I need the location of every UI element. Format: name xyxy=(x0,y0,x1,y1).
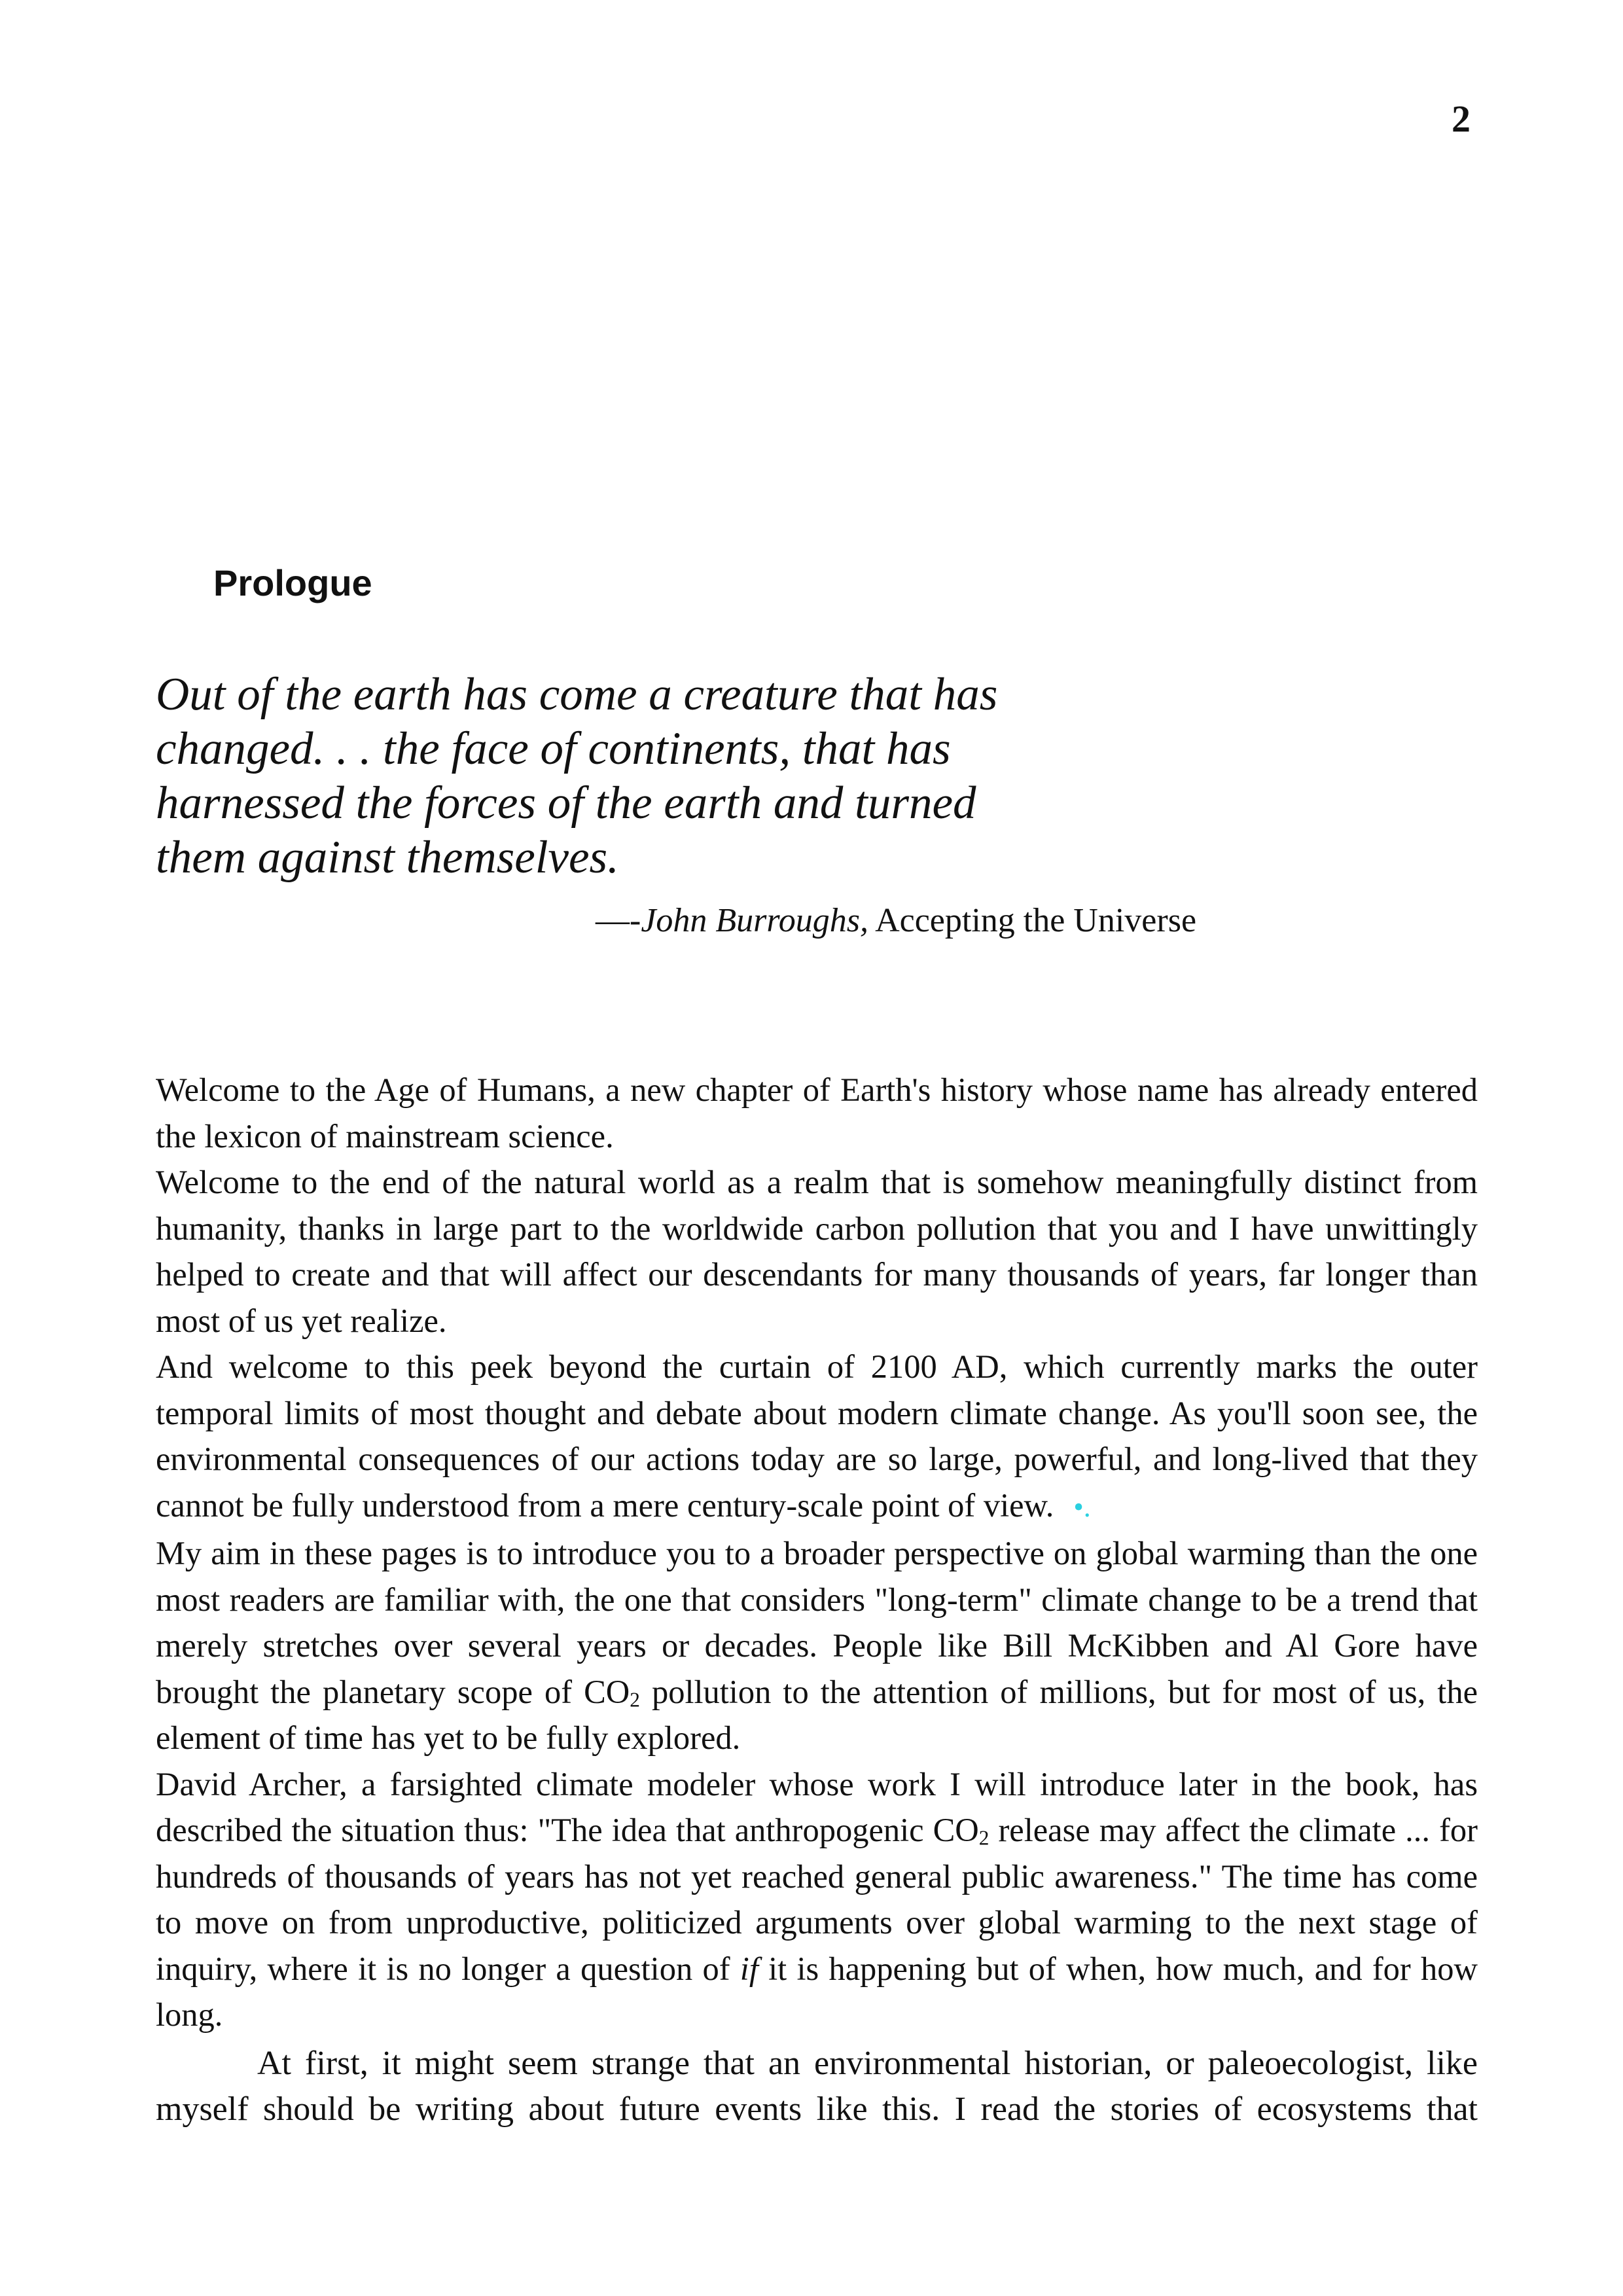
paragraph xyxy=(156,1344,1478,1530)
body-text xyxy=(156,1067,1478,2133)
paragraph-text: release may affect the climate ... for hundreds of thousands of years has not yet reached general public awareness." The time has come to move on from unproductive, politicized arguments over global warming to the next stage of inquiry, where it is no longer a question of xyxy=(156,1812,1478,1987)
stray-mark: •. xyxy=(1073,1490,1091,1523)
paragraph: At first, it might seem strange that an environmental historian, or paleoecologist, like myself should be writing about future events like this. I read the stories of ecosystems that xyxy=(156,2044,1478,2128)
paragraph-text: David Archer, a farsighted climate modeler whose work I will introduce later in the book, has described the situation thus: "The idea that anthropogenic CO xyxy=(156,1765,1478,1848)
paragraph-text: it is happening but of when, how much, and for how long. xyxy=(156,1950,1478,2033)
epigraph-line: them against themselves. xyxy=(156,832,619,883)
italic-word: if xyxy=(740,1950,758,1987)
subscript: 2 xyxy=(630,1688,640,1712)
paragraph-text: pollution to the attention of millions, but for most of us, the element of time has yet to be fully explored. xyxy=(156,1673,1478,1756)
attribution-author: John Burroughs, xyxy=(641,902,868,939)
paragraph xyxy=(156,1761,1478,2038)
chapter-heading: Prologue xyxy=(213,562,372,603)
page-number: 2 xyxy=(1452,98,1471,140)
epigraph-line: Out of the earth has come a creature that has xyxy=(156,669,998,720)
attribution-work: Accepting the Universe xyxy=(875,902,1197,939)
paragraph-text: My aim in these pages is to introduce you to a broader perspective on global warming than the one most readers are familiar with, the one that considers "long-term" climate change to be a trend that merely stretches over several years or decades. People like Bill McKibben and Al Gore have brought the planetary scope of CO xyxy=(156,1535,1478,1710)
epigraph-line: changed. . . the face of continents, that has xyxy=(156,723,951,774)
epigraph-attribution xyxy=(596,901,1196,940)
attribution-dash: —- xyxy=(596,902,641,939)
epigraph-quote xyxy=(156,668,1203,885)
paragraph xyxy=(156,1530,1478,1761)
paragraph: Welcome to the end of the natural world as a realm that is somehow meaningfully distinct from humanity, thanks in large part to the worldwide carbon pollution that you and I have unwittingly helped to create and that will affect our descendants for many thousands of years, far longer than most of us yet realize. xyxy=(156,1164,1478,1339)
epigraph-line: harnessed the forces of the earth and turned xyxy=(156,778,976,829)
paragraph: Welcome to the Age of Humans, a new chapter of Earth's history whose name has already entered the lexicon of mainstream science. xyxy=(156,1071,1478,1155)
subscript: 2 xyxy=(978,1826,990,1850)
paragraph-text: And welcome to this peek beyond the curtain of 2100 AD, which currently marks the outer temporal limits of most thought and debate about modern climate change. As you'll soon see, the environmental consequences of our actions today are so large, powerful, and long-lived that they cannot be fully understood from a mere century-scale point of view. xyxy=(156,1348,1478,1524)
